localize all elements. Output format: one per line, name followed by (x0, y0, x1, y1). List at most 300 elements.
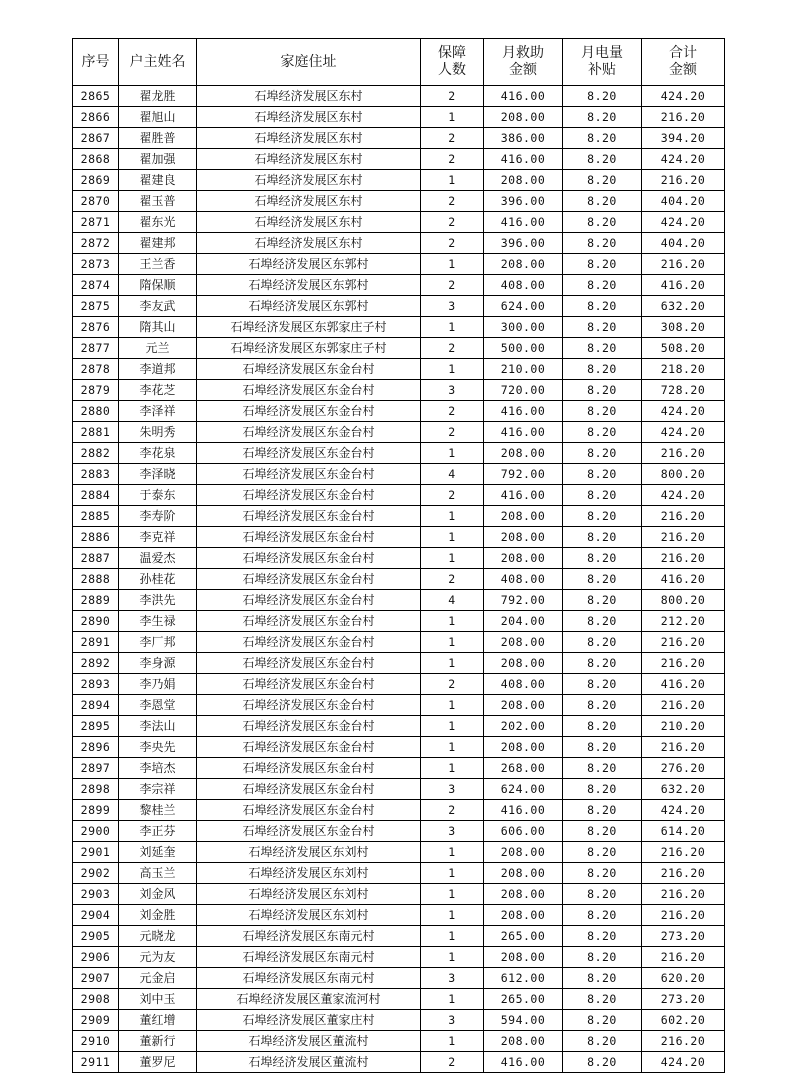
persons-cell: 1 (421, 758, 484, 779)
power-subsidy-cell: 8.20 (563, 401, 642, 422)
monthly-amount-cell: 416.00 (484, 149, 563, 170)
monthly-amount-cell: 408.00 (484, 275, 563, 296)
seq-cell: 2907 (73, 968, 119, 989)
address-cell: 石埠经济发展区董流村 (197, 1052, 421, 1073)
address-cell: 石埠经济发展区东金台村 (197, 716, 421, 737)
name-cell: 李正芬 (119, 821, 197, 842)
relief-table (72, 38, 725, 1073)
address-cell: 石埠经济发展区东村 (197, 128, 421, 149)
monthly-amount-cell: 204.00 (484, 611, 563, 632)
total-amount-cell: 216.20 (642, 527, 725, 548)
seq-cell: 2872 (73, 233, 119, 254)
address-cell: 石埠经济发展区东郭家庄子村 (197, 317, 421, 338)
total-amount-cell: 216.20 (642, 653, 725, 674)
power-subsidy-cell: 8.20 (563, 149, 642, 170)
seq-cell: 2869 (73, 170, 119, 191)
power-subsidy-cell: 8.20 (563, 716, 642, 737)
monthly-amount-cell: 208.00 (484, 1031, 563, 1052)
name-cell: 高玉兰 (119, 863, 197, 884)
address-cell: 石埠经济发展区东郭村 (197, 275, 421, 296)
monthly-amount-cell: 208.00 (484, 905, 563, 926)
table-row (73, 947, 725, 968)
name-cell: 翟龙胜 (119, 86, 197, 107)
name-cell: 李泽祥 (119, 401, 197, 422)
address-cell: 石埠经济发展区东金台村 (197, 527, 421, 548)
table-row (73, 317, 725, 338)
total-amount-cell: 602.20 (642, 1010, 725, 1031)
total-amount-cell: 424.20 (642, 86, 725, 107)
persons-cell: 1 (421, 548, 484, 569)
monthly-amount-cell: 208.00 (484, 863, 563, 884)
name-cell: 李身源 (119, 653, 197, 674)
persons-cell: 2 (421, 401, 484, 422)
monthly-amount-cell: 208.00 (484, 884, 563, 905)
table-row (73, 968, 725, 989)
monthly-amount-cell: 208.00 (484, 548, 563, 569)
persons-cell: 1 (421, 506, 484, 527)
name-cell: 李洪先 (119, 590, 197, 611)
address-cell: 石埠经济发展区东金台村 (197, 632, 421, 653)
monthly-amount-cell: 792.00 (484, 464, 563, 485)
monthly-amount-cell: 416.00 (484, 1052, 563, 1073)
address-cell: 石埠经济发展区东郭家庄子村 (197, 338, 421, 359)
name-cell: 元晓龙 (119, 926, 197, 947)
name-cell: 元兰 (119, 338, 197, 359)
address-cell: 石埠经济发展区东南元村 (197, 968, 421, 989)
monthly-amount-cell: 208.00 (484, 170, 563, 191)
name-cell: 黎桂兰 (119, 800, 197, 821)
address-cell: 石埠经济发展区东村 (197, 149, 421, 170)
seq-cell: 2883 (73, 464, 119, 485)
total-amount-cell: 424.20 (642, 485, 725, 506)
total-amount-cell: 216.20 (642, 632, 725, 653)
table-row (73, 1010, 725, 1031)
name-cell: 翟玉普 (119, 191, 197, 212)
monthly-amount-cell: 208.00 (484, 443, 563, 464)
name-cell: 李花芝 (119, 380, 197, 401)
power-subsidy-cell: 8.20 (563, 653, 642, 674)
table-row (73, 506, 725, 527)
power-subsidy-cell: 8.20 (563, 863, 642, 884)
power-subsidy-cell: 8.20 (563, 569, 642, 590)
name-cell: 董红增 (119, 1010, 197, 1031)
persons-cell: 2 (421, 128, 484, 149)
name-cell: 翟建良 (119, 170, 197, 191)
total-amount-cell: 404.20 (642, 191, 725, 212)
name-cell: 隋其山 (119, 317, 197, 338)
name-cell: 刘金胜 (119, 905, 197, 926)
name-cell: 李寿阶 (119, 506, 197, 527)
address-cell: 石埠经济发展区东南元村 (197, 947, 421, 968)
table-row (73, 548, 725, 569)
address-cell: 石埠经济发展区东村 (197, 170, 421, 191)
name-cell: 刘中玉 (119, 989, 197, 1010)
persons-cell: 2 (421, 233, 484, 254)
monthly-amount-cell: 208.00 (484, 947, 563, 968)
persons-cell: 1 (421, 254, 484, 275)
seq-cell: 2878 (73, 359, 119, 380)
persons-cell: 1 (421, 527, 484, 548)
seq-cell: 2885 (73, 506, 119, 527)
seq-cell: 2891 (73, 632, 119, 653)
persons-cell: 2 (421, 1052, 484, 1073)
power-subsidy-cell: 8.20 (563, 380, 642, 401)
seq-cell: 2898 (73, 779, 119, 800)
name-cell: 李道邦 (119, 359, 197, 380)
monthly-amount-cell: 208.00 (484, 632, 563, 653)
persons-cell: 1 (421, 926, 484, 947)
monthly-amount-cell: 416.00 (484, 800, 563, 821)
name-cell: 于泰东 (119, 485, 197, 506)
power-subsidy-cell: 8.20 (563, 926, 642, 947)
address-cell: 石埠经济发展区东刘村 (197, 842, 421, 863)
table-row (73, 149, 725, 170)
seq-cell: 2865 (73, 86, 119, 107)
total-amount-cell: 276.20 (642, 758, 725, 779)
persons-cell: 3 (421, 968, 484, 989)
address-cell: 石埠经济发展区东金台村 (197, 800, 421, 821)
persons-cell: 1 (421, 989, 484, 1010)
address-cell: 石埠经济发展区东金台村 (197, 611, 421, 632)
name-cell: 王兰香 (119, 254, 197, 275)
power-subsidy-cell: 8.20 (563, 1010, 642, 1031)
name-cell: 元为友 (119, 947, 197, 968)
name-cell: 翟东光 (119, 212, 197, 233)
seq-cell: 2906 (73, 947, 119, 968)
power-subsidy-cell: 8.20 (563, 611, 642, 632)
persons-cell: 1 (421, 107, 484, 128)
name-cell: 董新行 (119, 1031, 197, 1052)
table-row (73, 569, 725, 590)
table-row (73, 737, 725, 758)
total-amount-cell: 424.20 (642, 149, 725, 170)
total-amount-cell: 800.20 (642, 590, 725, 611)
table-row (73, 380, 725, 401)
seq-cell: 2899 (73, 800, 119, 821)
table-row (73, 800, 725, 821)
persons-cell: 3 (421, 1010, 484, 1031)
seq-cell: 2901 (73, 842, 119, 863)
monthly-amount-cell: 208.00 (484, 107, 563, 128)
name-cell: 温爱杰 (119, 548, 197, 569)
seq-cell: 2887 (73, 548, 119, 569)
name-cell: 李培杰 (119, 758, 197, 779)
total-amount-cell: 632.20 (642, 779, 725, 800)
total-amount-cell: 216.20 (642, 1031, 725, 1052)
seq-cell: 2889 (73, 590, 119, 611)
address-cell: 石埠经济发展区东金台村 (197, 548, 421, 569)
monthly-amount-cell: 416.00 (484, 212, 563, 233)
table-row (73, 1031, 725, 1052)
power-subsidy-cell: 8.20 (563, 359, 642, 380)
address-cell: 石埠经济发展区东金台村 (197, 443, 421, 464)
total-amount-cell: 424.20 (642, 212, 725, 233)
seq-cell: 2880 (73, 401, 119, 422)
table-row (73, 443, 725, 464)
power-subsidy-cell: 8.20 (563, 233, 642, 254)
monthly-amount-cell: 720.00 (484, 380, 563, 401)
name-cell: 李宗祥 (119, 779, 197, 800)
monthly-amount-cell: 208.00 (484, 737, 563, 758)
header-name: 户主姓名 (119, 39, 197, 86)
monthly-amount-cell: 208.00 (484, 254, 563, 275)
seq-cell: 2874 (73, 275, 119, 296)
name-cell: 李法山 (119, 716, 197, 737)
seq-cell: 2882 (73, 443, 119, 464)
persons-cell: 2 (421, 485, 484, 506)
table-row (73, 107, 725, 128)
header-monthly-amount: 月救助 金额 (484, 39, 563, 86)
total-amount-cell: 216.20 (642, 842, 725, 863)
total-amount-cell: 216.20 (642, 884, 725, 905)
table-row (73, 674, 725, 695)
name-cell: 李生禄 (119, 611, 197, 632)
power-subsidy-cell: 8.20 (563, 821, 642, 842)
monthly-amount-cell: 612.00 (484, 968, 563, 989)
total-amount-cell: 800.20 (642, 464, 725, 485)
persons-cell: 1 (421, 317, 484, 338)
name-cell: 孙桂花 (119, 569, 197, 590)
total-amount-cell: 216.20 (642, 107, 725, 128)
monthly-amount-cell: 208.00 (484, 653, 563, 674)
seq-cell: 2897 (73, 758, 119, 779)
power-subsidy-cell: 8.20 (563, 1052, 642, 1073)
seq-cell: 2886 (73, 527, 119, 548)
total-amount-cell: 216.20 (642, 863, 725, 884)
table-row (73, 905, 725, 926)
address-cell: 石埠经济发展区东金台村 (197, 422, 421, 443)
header-address: 家庭住址 (197, 39, 421, 86)
monthly-amount-cell: 208.00 (484, 695, 563, 716)
seq-cell: 2895 (73, 716, 119, 737)
persons-cell: 1 (421, 443, 484, 464)
seq-cell: 2873 (73, 254, 119, 275)
monthly-amount-cell: 396.00 (484, 233, 563, 254)
power-subsidy-cell: 8.20 (563, 338, 642, 359)
seq-cell: 2867 (73, 128, 119, 149)
persons-cell: 1 (421, 737, 484, 758)
seq-cell: 2909 (73, 1010, 119, 1031)
persons-cell: 4 (421, 590, 484, 611)
address-cell: 石埠经济发展区东金台村 (197, 758, 421, 779)
table-row (73, 590, 725, 611)
monthly-amount-cell: 396.00 (484, 191, 563, 212)
address-cell: 石埠经济发展区东村 (197, 107, 421, 128)
seq-cell: 2868 (73, 149, 119, 170)
power-subsidy-cell: 8.20 (563, 758, 642, 779)
table-row (73, 212, 725, 233)
persons-cell: 2 (421, 569, 484, 590)
monthly-amount-cell: 416.00 (484, 86, 563, 107)
persons-cell: 1 (421, 905, 484, 926)
table-row (73, 296, 725, 317)
power-subsidy-cell: 8.20 (563, 674, 642, 695)
name-cell: 元金启 (119, 968, 197, 989)
total-amount-cell: 404.20 (642, 233, 725, 254)
monthly-amount-cell: 386.00 (484, 128, 563, 149)
persons-cell: 1 (421, 632, 484, 653)
seq-cell: 2905 (73, 926, 119, 947)
total-amount-cell: 614.20 (642, 821, 725, 842)
power-subsidy-cell: 8.20 (563, 695, 642, 716)
total-amount-cell: 508.20 (642, 338, 725, 359)
persons-cell: 2 (421, 212, 484, 233)
persons-cell: 3 (421, 821, 484, 842)
monthly-amount-cell: 792.00 (484, 590, 563, 611)
seq-cell: 2902 (73, 863, 119, 884)
power-subsidy-cell: 8.20 (563, 212, 642, 233)
name-cell: 刘延奎 (119, 842, 197, 863)
seq-cell: 2890 (73, 611, 119, 632)
total-amount-cell: 216.20 (642, 905, 725, 926)
power-subsidy-cell: 8.20 (563, 506, 642, 527)
persons-cell: 2 (421, 149, 484, 170)
table-row (73, 338, 725, 359)
persons-cell: 2 (421, 422, 484, 443)
persons-cell: 1 (421, 842, 484, 863)
power-subsidy-cell: 8.20 (563, 842, 642, 863)
seq-cell: 2871 (73, 212, 119, 233)
power-subsidy-cell: 8.20 (563, 485, 642, 506)
total-amount-cell: 416.20 (642, 275, 725, 296)
address-cell: 石埠经济发展区东金台村 (197, 590, 421, 611)
seq-cell: 2896 (73, 737, 119, 758)
table-row (73, 695, 725, 716)
seq-cell: 2881 (73, 422, 119, 443)
persons-cell: 1 (421, 716, 484, 737)
name-cell: 李央先 (119, 737, 197, 758)
persons-cell: 1 (421, 884, 484, 905)
total-amount-cell: 632.20 (642, 296, 725, 317)
address-cell: 石埠经济发展区东金台村 (197, 485, 421, 506)
table-row (73, 821, 725, 842)
total-amount-cell: 308.20 (642, 317, 725, 338)
seq-cell: 2904 (73, 905, 119, 926)
persons-cell: 2 (421, 86, 484, 107)
header-persons: 保障 人数 (421, 39, 484, 86)
header-power-subsidy: 月电量 补贴 (563, 39, 642, 86)
total-amount-cell: 218.20 (642, 359, 725, 380)
monthly-amount-cell: 202.00 (484, 716, 563, 737)
table-row (73, 464, 725, 485)
monthly-amount-cell: 210.00 (484, 359, 563, 380)
table-row (73, 485, 725, 506)
persons-cell: 4 (421, 464, 484, 485)
address-cell: 石埠经济发展区东刘村 (197, 863, 421, 884)
persons-cell: 1 (421, 359, 484, 380)
name-cell: 董罗尼 (119, 1052, 197, 1073)
persons-cell: 2 (421, 800, 484, 821)
monthly-amount-cell: 594.00 (484, 1010, 563, 1031)
persons-cell: 2 (421, 338, 484, 359)
header-seq: 序号 (73, 39, 119, 86)
seq-cell: 2875 (73, 296, 119, 317)
name-cell: 李泽晓 (119, 464, 197, 485)
table-row (73, 422, 725, 443)
table-row (73, 128, 725, 149)
table-row (73, 863, 725, 884)
name-cell: 李乃娟 (119, 674, 197, 695)
total-amount-cell: 216.20 (642, 737, 725, 758)
table-row (73, 233, 725, 254)
name-cell: 李克祥 (119, 527, 197, 548)
name-cell: 李花泉 (119, 443, 197, 464)
persons-cell: 2 (421, 674, 484, 695)
address-cell: 石埠经济发展区东金台村 (197, 569, 421, 590)
power-subsidy-cell: 8.20 (563, 737, 642, 758)
table-row (73, 401, 725, 422)
total-amount-cell: 728.20 (642, 380, 725, 401)
table-row (73, 359, 725, 380)
power-subsidy-cell: 8.20 (563, 947, 642, 968)
seq-cell: 2870 (73, 191, 119, 212)
address-cell: 石埠经济发展区东金台村 (197, 653, 421, 674)
persons-cell: 3 (421, 380, 484, 401)
address-cell: 石埠经济发展区东金台村 (197, 464, 421, 485)
header-row (73, 39, 725, 86)
total-amount-cell: 216.20 (642, 947, 725, 968)
total-amount-cell: 216.20 (642, 254, 725, 275)
address-cell: 石埠经济发展区东金台村 (197, 695, 421, 716)
name-cell: 隋保顺 (119, 275, 197, 296)
address-cell: 石埠经济发展区东村 (197, 191, 421, 212)
power-subsidy-cell: 8.20 (563, 968, 642, 989)
table-row (73, 653, 725, 674)
power-subsidy-cell: 8.20 (563, 317, 642, 338)
table-row (73, 275, 725, 296)
address-cell: 石埠经济发展区东郭村 (197, 296, 421, 317)
address-cell: 石埠经济发展区东南元村 (197, 926, 421, 947)
total-amount-cell: 424.20 (642, 422, 725, 443)
power-subsidy-cell: 8.20 (563, 800, 642, 821)
seq-cell: 2910 (73, 1031, 119, 1052)
monthly-amount-cell: 500.00 (484, 338, 563, 359)
address-cell: 石埠经济发展区东金台村 (197, 821, 421, 842)
seq-cell: 2888 (73, 569, 119, 590)
power-subsidy-cell: 8.20 (563, 779, 642, 800)
table-row (73, 170, 725, 191)
monthly-amount-cell: 624.00 (484, 296, 563, 317)
table-row (73, 611, 725, 632)
total-amount-cell: 216.20 (642, 443, 725, 464)
monthly-amount-cell: 416.00 (484, 401, 563, 422)
power-subsidy-cell: 8.20 (563, 464, 642, 485)
power-subsidy-cell: 8.20 (563, 128, 642, 149)
name-cell: 刘金风 (119, 884, 197, 905)
total-amount-cell: 216.20 (642, 695, 725, 716)
monthly-amount-cell: 208.00 (484, 506, 563, 527)
total-amount-cell: 216.20 (642, 548, 725, 569)
total-amount-cell: 620.20 (642, 968, 725, 989)
name-cell: 翟加强 (119, 149, 197, 170)
monthly-amount-cell: 408.00 (484, 569, 563, 590)
total-amount-cell: 212.20 (642, 611, 725, 632)
table-row (73, 527, 725, 548)
persons-cell: 1 (421, 170, 484, 191)
monthly-amount-cell: 416.00 (484, 422, 563, 443)
total-amount-cell: 216.20 (642, 170, 725, 191)
persons-cell: 3 (421, 296, 484, 317)
address-cell: 石埠经济发展区东村 (197, 86, 421, 107)
address-cell: 石埠经济发展区东刘村 (197, 905, 421, 926)
address-cell: 石埠经济发展区董家流河村 (197, 989, 421, 1010)
persons-cell: 2 (421, 191, 484, 212)
seq-cell: 2879 (73, 380, 119, 401)
address-cell: 石埠经济发展区东金台村 (197, 737, 421, 758)
address-cell: 石埠经济发展区东金台村 (197, 779, 421, 800)
name-cell: 朱明秀 (119, 422, 197, 443)
table-row (73, 926, 725, 947)
